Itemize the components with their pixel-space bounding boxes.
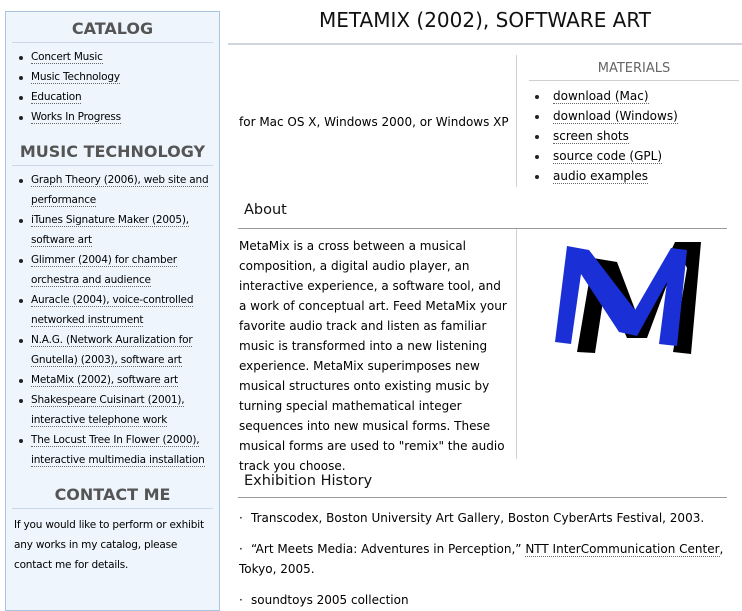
- tech-link[interactable]: Auracle (2004), voice-controlled networked instrument: [31, 294, 194, 326]
- tech-item: [15, 330, 215, 370]
- exhibition-item-text: soundtoys 2005 collection: [251, 593, 409, 607]
- sidebar: [5, 11, 220, 611]
- exhibition-divider-line: [238, 497, 727, 498]
- exhibition-item: [239, 590, 729, 610]
- bullet-glyph: ·: [239, 542, 243, 556]
- catalog-item: [15, 87, 215, 107]
- exhibition-item-text: “Art Meets Media: Adventures in Perception,”: [251, 542, 526, 556]
- title-divider: [228, 43, 742, 45]
- metamix-m-logo-icon: [555, 240, 705, 364]
- catalog-list: [6, 47, 219, 127]
- about-divider-line: [238, 228, 727, 229]
- catalog-item: [15, 67, 215, 87]
- contact-text: [6, 509, 219, 575]
- bullet-glyph: ·: [239, 593, 243, 607]
- exhibition-item: [239, 539, 729, 579]
- platform-text: for Mac OS X, Windows 2000, or Windows XP: [239, 115, 509, 129]
- download-mac-link[interactable]: download (Mac): [553, 89, 649, 103]
- tech-item: [15, 430, 215, 470]
- contact-text-before: If you would like to perform or exhibit any works in my catalog, please: [14, 519, 204, 551]
- tech-item: [15, 390, 215, 430]
- tech-item: [15, 170, 215, 210]
- catalog-item: [15, 47, 215, 67]
- tech-link[interactable]: Glimmer (2004) for chamber orchestra and audience: [31, 254, 177, 286]
- catalog-link-works-in-progress[interactable]: Works In Progress: [31, 111, 121, 123]
- materials-heading: MATERIALS: [529, 55, 739, 81]
- tech-link[interactable]: iTunes Signature Maker (2005), software art: [31, 214, 189, 246]
- download-windows-link[interactable]: download (Windows): [553, 109, 678, 123]
- catalog-link-music-technology[interactable]: Music Technology: [31, 71, 120, 83]
- catalog-heading: CATALOG: [12, 12, 213, 43]
- audio-examples-link[interactable]: audio examples: [553, 169, 648, 183]
- contact-heading: CONTACT ME: [12, 478, 213, 509]
- catalog-item: [15, 107, 215, 127]
- materials-item: [529, 106, 742, 126]
- about-column-divider: [516, 229, 517, 459]
- materials-list: [517, 86, 742, 186]
- music-technology-list: [6, 170, 219, 470]
- tech-link[interactable]: MetaMix (2002), software art: [31, 374, 178, 386]
- exhibition-item-text: Transcodex, Boston University Art Gallery, Boston CyberArts Festival, 2003.: [251, 511, 705, 525]
- materials-item: [529, 126, 742, 146]
- tech-link[interactable]: Shakespeare Cuisinart (2001), interactive telephone work: [31, 394, 185, 426]
- materials-item: [529, 166, 742, 186]
- tech-item: [15, 290, 215, 330]
- tech-link[interactable]: N.A.G. (Network Auralization for Gnutella) (2003), software art: [31, 334, 193, 366]
- catalog-link-education[interactable]: Education: [31, 91, 82, 103]
- materials-box: [516, 55, 742, 187]
- screen-shots-link[interactable]: screen shots: [553, 129, 629, 143]
- about-heading: About: [244, 202, 287, 218]
- ntt-icc-link[interactable]: NTT InterCommunication Center: [525, 542, 720, 556]
- page-title: METAMIX (2002), SOFTWARE ART: [318, 8, 652, 32]
- tech-link[interactable]: The Locust Tree In Flower (2000), interactive multimedia installation: [31, 434, 205, 466]
- tech-link[interactable]: Graph Theory (2006), web site and performance: [31, 174, 209, 206]
- source-code-link[interactable]: source code (GPL): [553, 149, 663, 163]
- tech-item: [15, 370, 215, 390]
- materials-item: [529, 86, 742, 106]
- exhibition-heading: Exhibition History: [244, 473, 373, 489]
- catalog-link-concert-music[interactable]: Concert Music: [31, 51, 103, 63]
- contact-me-link[interactable]: contact me: [14, 559, 72, 571]
- tech-item: [15, 250, 215, 290]
- tech-item: [15, 210, 215, 250]
- bullet-glyph: ·: [239, 511, 243, 525]
- materials-item: [529, 146, 742, 166]
- exhibition-item-text: , Tokyo, 2005.: [239, 542, 724, 576]
- about-text: MetaMix is a cross between a musical composition, a digital audio player, an interactive experience, a software tool, and a work of conceptual art. Feed MetaMix your favorite audio track and listen as familiar music is transformed into a new listening experience. MetaMix superimposes new musical structures onto existing music by turning special mathematical integer sequences into new musical forms. These musical forms are used to "remix" the audio track you choose.: [239, 239, 507, 473]
- music-technology-heading: MUSIC TECHNOLOGY: [12, 135, 213, 166]
- exhibition-item: [239, 508, 729, 528]
- contact-text-after: for details.: [71, 559, 129, 571]
